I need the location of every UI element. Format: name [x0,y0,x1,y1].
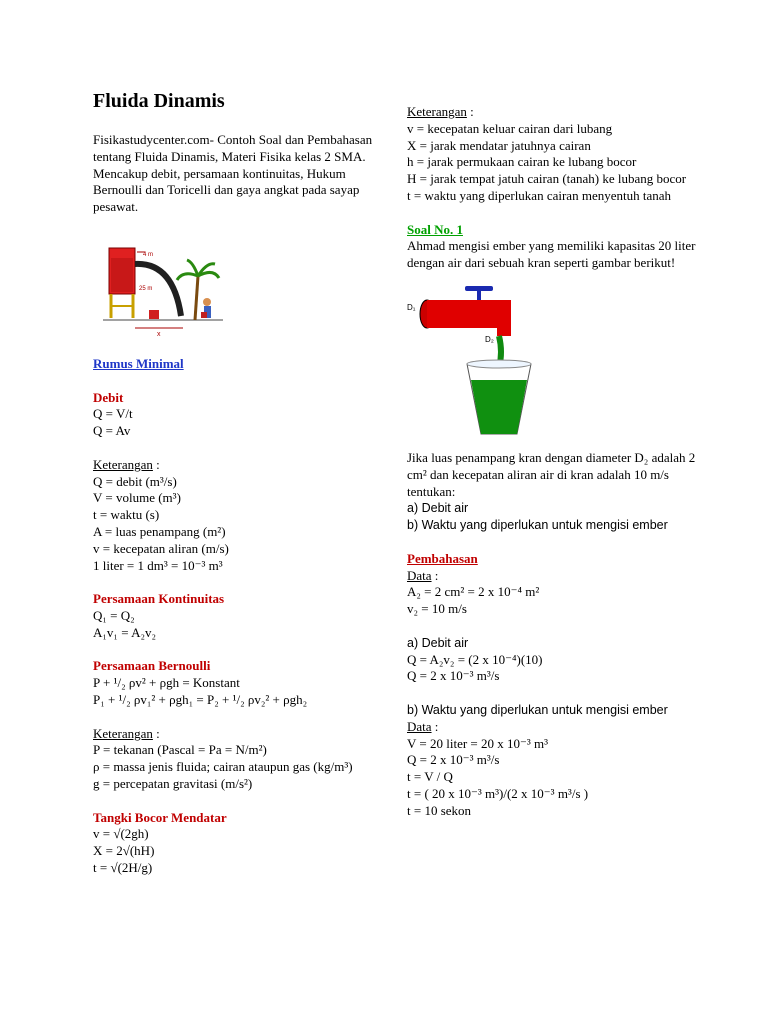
pembahasan-b-step-2: Q = 2 x 10⁻³ m³/s [407,752,500,768]
pembahasan-data-1: A₂ = 2 cm² = 2 x 10⁻⁴ m² [407,584,540,600]
bernoulli-ket-1: P = tekanan (Pascal = Pa = N/m²) [93,742,267,758]
palm-tree-icon [195,276,198,320]
bernoulli-formula-1: P + ¹/₂ ρv² + ρgh = Konstant [93,675,240,691]
label-x: x [157,330,161,336]
bernoulli-ket-3: g = percepatan gravitasi (m/s²) [93,775,253,791]
soal-1-text: Ahmad mengisi ember yang memiliki kapasitas 20 liter dengan air dari sebuah kran seperti gambar berikut! [407,238,696,271]
debit-keterangan-label: Keterangan [93,456,153,472]
label-d1: D₁ [407,302,416,312]
faucet-spout [487,300,511,336]
debit-ket-2: V = volume (m³) [93,490,181,506]
debit-ket-4: A = luas penampang (m²) [93,523,226,539]
right-ket-4: H = jarak tempat jatuh cairan (tanah) ke lubang bocor [407,171,687,187]
pembahasan-a-heading: a) Debit air [407,635,469,650]
pembahasan-b-step-4: t = ( 20 x 10⁻³ m³)/(2 x 10⁻³ m³/s ) [407,785,589,801]
debit-ket-1: Q = debit (m³/s) [93,473,177,489]
right-keterangan-label: Keterangan [407,104,467,119]
pembahasan-data-2: v₂ = 10 m/s [407,601,467,617]
right-ket-3: h = jarak permukaan cairan ke lubang bocor [407,154,637,170]
bernoulli-formula-2: P₁ + ¹/₂ ρv₁² + ρgh₁ = P₂ + ¹/₂ ρv₂² + ρgh₂ [93,691,308,707]
person-icon [203,298,211,306]
faucet-body [427,300,497,328]
kontinuitas-formula-2: A₁v₁ = A₂v₂ [93,624,157,640]
pembahasan-b-step-3: t = V / Q [407,769,453,785]
right-column: Keterangan : v = kecepatan keluar cairan dari lubang X = jarak mendatar jatuhnya cairan h = jarak permukaan cairan ke lubang bocor H = jarak tempat jatuh cairan (tanah) ke lubang bocor t = waktu yang diperlukan cairan menyentuh tanah Soal No. 1 Ahmad mengisi ember yang memiliki kapasitas 20 liter dengan air dari sebuah kran seperti gambar berikut! D₁ D₂ Jika luas penampang kran dengan diameter D₂ adalah 2 cm² dan kecepatan aliran air di kran adalah 10 m/s tentukan: a) Debit air b) Waktu yang diperlukan untuk mengisi ember Pembahasan Data : A₂ = 2 cm² = 2 x 10⁻⁴ m² v₂ = 10 m/s a) Debit air Q = A₂v₂ = (2 x 10⁻⁴)(10) Q = 2 x 10⁻³ m³/s b) Waktu yang diperlukan untuk mengisi ember Data : V = 20 liter = 20 x 10⁻³ m³ Q = 2 x 10⁻³ m³/s t = V / Q t = ( 20 x 10⁻³ m³)/(2 x 10⁻³ m³/s ) t = 10 sekon [407,104,707,820]
faucet-figure-svg [407,280,547,440]
label-d2: D₂ [485,334,494,344]
tank-water [111,258,133,292]
debit-ket-6: 1 liter = 1 dm³ = 10⁻³ m³ [93,557,223,573]
soal-1-question-a: a) Debit air [407,501,469,516]
debit-formula-2: Q = Av [93,423,131,439]
label-4m: 4 m [143,251,154,258]
pembahasan-b-heading: b) Waktu yang diperlukan untuk mengisi ember [407,702,668,717]
faucet-valve-handle [465,286,493,291]
faucet-bucket-illustration [407,280,707,450]
debit-heading: Debit [93,389,124,405]
soal-1-heading: Soal No. 1 [407,221,463,237]
tangki-formula-1: v = √(2gh) [93,826,149,842]
pembahasan-b-data-label: Data [407,718,432,734]
leaking-tank-illustration [93,246,383,356]
rumus-minimal-link[interactable]: Rumus Minimal [93,355,184,371]
pembahasan-b-step-1: V = 20 liter = 20 x 10⁻³ m³ [407,735,549,751]
pembahasan-a-step-2: Q = 2 x 10⁻³ m³/s [407,668,500,684]
intro-paragraph: Fisikastudycenter.com- Contoh Soal dan Pembahasan tentang Fluida Dinamis, Materi Fisika kelas 2 SMA. Mencakup debit, persamaan kontinuitas, Hukum Bernoulli dan Toricelli dan gaya angkat pada sayap pesawat. [93,132,373,215]
pembahasan-b-step-5: t = 10 sekon [407,802,472,818]
bucket [149,310,159,319]
debit-formula-1: Q = V/t [93,406,133,422]
bernoulli-keterangan-label: Keterangan [93,725,153,741]
kontinuitas-heading: Persamaan Kontinuitas [93,591,225,607]
tank-figure-svg [103,246,233,336]
pembahasan-heading: Pembahasan [407,550,478,566]
label-25m: 25 m [139,285,153,292]
debit-ket-3: t = waktu (s) [93,507,160,523]
soal-1-question: Jika luas penampang kran dengan diameter D₂ adalah 2 cm² dan kecepatan aliran air di kran adalah 10 m/s tentukan: [407,449,696,499]
pembahasan-data-label: Data [407,567,432,583]
bucket-rim [467,360,531,368]
tangki-formula-3: t = √(2H/g) [93,859,153,875]
left-column: Fluida Dinamis Fisikastudycenter.com- Contoh Soal dan Pembahasan tentang Fluida Dinamis, Materi Fisika kelas 2 SMA. Mencakup debit, persamaan kontinuitas, Hukum Bernoulli dan Toricelli dan gaya angkat pada sayap pesawat. 4 m 25 m x Rumus Minimal Debit Q = V/t Q = Av Keterangan : Q = debit (m³/s) V = volume (m³) t = waktu (s) A = luas penampang (m²) v = kecepatan aliran (m/s) 1 liter = 1 dm³ = 10⁻³ m³ Persamaan Kontinuitas Q₁ = Q₂ A₁v₁ = A₂v₂ Persamaan Bernoulli P + ¹/₂ ρv² + ρgh = Konstant P₁ + ¹/₂ ρv₁² + ρgh₁ = P₂ + ¹/₂ ρv₂² + ρgh₂ Keterangan : P = tekanan (Pascal = Pa = N/m²) ρ = massa jenis fluida; cairan ataupun gas (kg/m³) g = percepatan gravitasi (m/s²) Tangki Bocor Mendatar v = √(2gh) X = 2√(hH) t = √(2H/g) [93,88,383,877]
bernoulli-ket-2: ρ = massa jenis fluida; cairan ataupun gas (kg/m³) [93,759,353,775]
right-ket-5: t = waktu yang diperlukan cairan menyentuh tanah [407,187,671,203]
page-title: Fluida Dinamis [93,90,225,112]
tangki-formula-2: X = 2√(hH) [93,843,155,859]
tangki-heading: Tangki Bocor Mendatar [93,809,227,825]
bernoulli-heading: Persamaan Bernoulli [93,658,211,674]
right-ket-2: X = jarak mendatar jatuhnya cairan [407,137,591,153]
right-ket-1: v = kecepatan keluar cairan dari lubang [407,120,613,136]
pembahasan-a-step-1: Q = A₂v₂ = (2 x 10⁻⁴)(10) [407,651,543,667]
kontinuitas-formula-1: Q₁ = Q₂ [93,607,135,623]
debit-ket-5: v = kecepatan aliran (m/s) [93,540,229,556]
soal-1-question-b: b) Waktu yang diperlukan untuk mengisi ember [407,518,668,533]
